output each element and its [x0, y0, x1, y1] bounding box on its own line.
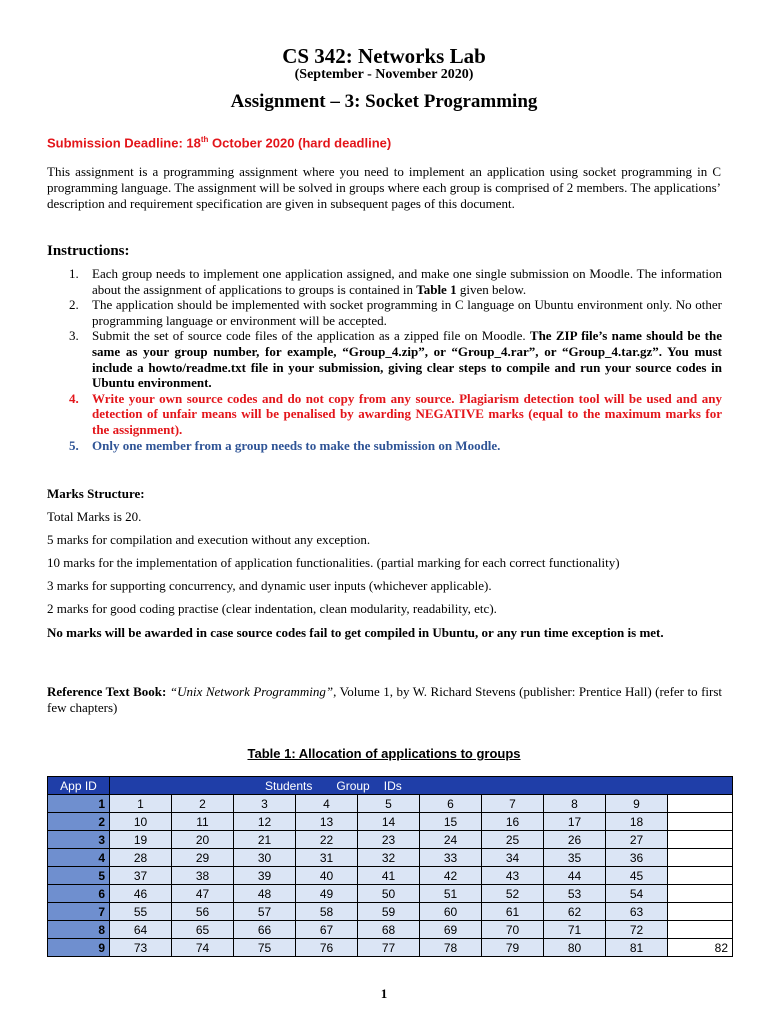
group-id-cell: 65	[172, 921, 234, 939]
extra-group-id-cell	[668, 849, 733, 867]
group-id-cell: 23	[358, 831, 420, 849]
table-row	[48, 831, 733, 849]
group-id-cell: 40	[296, 867, 358, 885]
group-id-cell: 31	[296, 849, 358, 867]
group-id-cell: 19	[110, 831, 172, 849]
plagiarism-warning: Write your own source codes and do not copy from any source. Plagiarism detection tool will be used and any detection of unfair means will be penalised by awarding NEGATIVE marks (equal to the maximum marks for the assignment).	[92, 390, 722, 437]
app-id-cell: 8	[48, 921, 110, 939]
table-row	[48, 939, 733, 957]
table-body	[48, 795, 733, 957]
allocation-table	[47, 776, 733, 957]
group-id-cell: 29	[172, 849, 234, 867]
instruction-item	[47, 438, 722, 454]
course-period: (September - November 2020)	[294, 67, 474, 82]
instruction-text: Submit the set of source code files of the application as a zipped file on Moodle.	[92, 328, 530, 344]
group-id-cell: 52	[482, 885, 544, 903]
group-id-cell: 50	[358, 885, 420, 903]
group-id-cell: 66	[234, 921, 296, 939]
group-id-cell: 12	[234, 813, 296, 831]
group-id-cell: 2	[172, 795, 234, 813]
submission-deadline	[47, 135, 391, 150]
group-id-cell: 3	[234, 795, 296, 813]
table-header-row	[48, 777, 733, 795]
extra-group-id-cell	[668, 795, 733, 813]
group-id-cell: 15	[420, 813, 482, 831]
instruction-number: 3.	[69, 328, 79, 344]
reference-book: “Unix Network Programming”	[169, 684, 334, 699]
app-id-cell: 1	[48, 795, 110, 813]
group-id-cell: 39	[234, 867, 296, 885]
table-reference: Table 1	[416, 281, 457, 297]
app-id-cell: 2	[48, 813, 110, 831]
instruction-number: 1.	[69, 266, 79, 281]
group-id-cell: 42	[420, 867, 482, 885]
page-number: 1	[380, 986, 388, 1001]
group-id-cell: 72	[606, 921, 668, 939]
instruction-number: 5.	[69, 437, 79, 453]
instruction-bold-text: The ZIP file’s name should be the same as your group number, for example, “Group_4.zip”, or “Group_4.rar”, or “Group_4.tar.gz”. You must include a howto/readme.txt file in your submission, giving clear steps to compile and run your source codes in Ubuntu environment.	[92, 328, 722, 391]
group-id-cell: 41	[358, 867, 420, 885]
group-id-cell: 9	[606, 795, 668, 813]
group-id-cell: 26	[544, 831, 606, 849]
group-id-cell: 61	[482, 903, 544, 921]
group-id-cell: 37	[110, 867, 172, 885]
deadline-suffix: October 2020 (hard deadline)	[208, 135, 392, 151]
group-id-cell: 46	[110, 885, 172, 903]
group-id-cell: 74	[172, 939, 234, 957]
instruction-text: Each group needs to implement one application assigned, and make one single submission on Moodle. The information about the assignment of applications to groups is contained in	[92, 266, 722, 297]
extra-group-id-cell	[668, 831, 733, 849]
header-ids: IDs	[383, 778, 402, 793]
app-id-cell: 5	[48, 867, 110, 885]
group-id-cell: 49	[296, 885, 358, 903]
group-id-cell: 71	[544, 921, 606, 939]
extra-group-id-cell	[668, 903, 733, 921]
table-row	[48, 867, 733, 885]
group-id-cell: 8	[544, 795, 606, 813]
reference-text	[47, 684, 722, 716]
group-id-cell: 67	[296, 921, 358, 939]
group-id-cell: 51	[420, 885, 482, 903]
instruction-text: given below.	[456, 281, 527, 297]
group-id-cell: 57	[234, 903, 296, 921]
group-id-cell: 77	[358, 939, 420, 957]
group-id-cell: 22	[296, 831, 358, 849]
group-id-cell: 36	[606, 849, 668, 867]
group-id-cell: 17	[544, 813, 606, 831]
marks-item: 10 marks for the implementation of application functionalities. (partial marking for each correct functionality)	[47, 555, 620, 570]
marks-heading: Marks Structure:	[47, 486, 145, 501]
table-title: Table 1: Allocation of applications to groups	[247, 746, 521, 761]
group-id-cell: 47	[172, 885, 234, 903]
group-id-cell: 76	[296, 939, 358, 957]
group-id-cell: 69	[420, 921, 482, 939]
header-group: Group	[336, 778, 370, 793]
group-id-cell: 18	[606, 813, 668, 831]
table-row	[48, 795, 733, 813]
extra-group-id-cell	[668, 921, 733, 939]
group-id-cell: 80	[544, 939, 606, 957]
group-id-cell: 56	[172, 903, 234, 921]
group-id-cell: 33	[420, 849, 482, 867]
group-id-cell: 10	[110, 813, 172, 831]
submission-note: Only one member from a group needs to make the submission on Moodle.	[92, 437, 501, 453]
group-id-cell: 59	[358, 903, 420, 921]
instruction-item	[47, 297, 722, 328]
group-id-cell: 54	[606, 885, 668, 903]
group-id-cell: 24	[420, 831, 482, 849]
group-id-cell: 7	[482, 795, 544, 813]
group-id-cell: 48	[234, 885, 296, 903]
group-id-cell: 63	[606, 903, 668, 921]
group-id-cell: 79	[482, 939, 544, 957]
extra-group-id-cell	[668, 885, 733, 903]
group-id-cell: 28	[110, 849, 172, 867]
course-title: CS 342: Networks Lab	[282, 44, 486, 68]
app-id-cell: 6	[48, 885, 110, 903]
group-id-cell: 75	[234, 939, 296, 957]
group-id-cell: 35	[544, 849, 606, 867]
table-row	[48, 813, 733, 831]
reference-label: Reference Text Book:	[47, 684, 167, 699]
group-id-cell: 11	[172, 813, 234, 831]
group-id-cell: 43	[482, 867, 544, 885]
group-id-cell: 13	[296, 813, 358, 831]
header-students: Students	[265, 778, 313, 793]
app-id-cell: 4	[48, 849, 110, 867]
group-id-cell: 21	[234, 831, 296, 849]
group-id-cell: 30	[234, 849, 296, 867]
marks-item: 3 marks for supporting concurrency, and dynamic user inputs (whichever applicable).	[47, 578, 492, 593]
marks-item: 2 marks for good coding practise (clear indentation, clean modularity, readability, etc).	[47, 601, 497, 616]
group-id-cell: 64	[110, 921, 172, 939]
group-id-cell: 58	[296, 903, 358, 921]
app-id-cell: 3	[48, 831, 110, 849]
app-id-cell: 9	[48, 939, 110, 957]
instruction-item	[47, 266, 722, 297]
table-row	[48, 885, 733, 903]
table-row	[48, 849, 733, 867]
reference-rest: , Volume 1, by W. Richard Stevens (publisher: Prentice Hall) (refer to first few chapters)	[47, 684, 723, 715]
instruction-item	[47, 328, 722, 390]
instruction-number: 2.	[69, 297, 79, 313]
table-row	[48, 903, 733, 921]
group-id-cell: 70	[482, 921, 544, 939]
group-id-cell: 1	[110, 795, 172, 813]
group-id-cell: 53	[544, 885, 606, 903]
marks-total: Total Marks is 20.	[47, 509, 142, 524]
extra-group-id-cell	[668, 867, 733, 885]
group-id-cell: 38	[172, 867, 234, 885]
intro-paragraph: This assignment is a programming assignment where you need to implement an application using socket programming in C programming language. The assignment will be solved in groups where each group is comprised of 2 members. The applications’ description and requirement specification are given in subsequent pages of this document.	[47, 164, 721, 211]
group-id-cell: 78	[420, 939, 482, 957]
group-id-cell: 4	[296, 795, 358, 813]
header-student-group-ids	[110, 777, 733, 795]
header-app-id: App ID	[48, 777, 110, 795]
group-id-cell: 45	[606, 867, 668, 885]
group-id-cell: 6	[420, 795, 482, 813]
group-id-cell: 55	[110, 903, 172, 921]
group-id-cell: 73	[110, 939, 172, 957]
instructions-list	[47, 266, 722, 453]
group-id-cell: 68	[358, 921, 420, 939]
extra-group-id-cell: 82	[668, 939, 733, 957]
group-id-cell: 32	[358, 849, 420, 867]
group-id-cell: 34	[482, 849, 544, 867]
marks-warning: No marks will be awarded in case source codes fail to get compiled in Ubuntu, or any run time exception is met.	[47, 625, 664, 640]
assignment-title: Assignment – 3: Socket Programming	[230, 91, 538, 112]
group-id-cell: 81	[606, 939, 668, 957]
marks-item: 5 marks for compilation and execution without any exception.	[47, 532, 371, 547]
app-id-cell: 7	[48, 903, 110, 921]
extra-group-id-cell	[668, 813, 733, 831]
group-id-cell: 20	[172, 831, 234, 849]
group-id-cell: 25	[482, 831, 544, 849]
table-row	[48, 921, 733, 939]
group-id-cell: 60	[420, 903, 482, 921]
group-id-cell: 62	[544, 903, 606, 921]
instruction-item	[47, 391, 722, 438]
group-id-cell: 5	[358, 795, 420, 813]
instruction-number: 4.	[69, 390, 79, 406]
group-id-cell: 16	[482, 813, 544, 831]
group-id-cell: 27	[606, 831, 668, 849]
instructions-heading: Instructions:	[47, 243, 130, 259]
instruction-text: The application should be implemented with socket programming in C language on Ubuntu environment only. No other programming language or environment will be accepted.	[92, 297, 722, 328]
deadline-sup: th	[200, 135, 209, 144]
group-id-cell: 14	[358, 813, 420, 831]
group-id-cell: 44	[544, 867, 606, 885]
deadline-prefix: Submission Deadline: 18	[47, 135, 201, 151]
